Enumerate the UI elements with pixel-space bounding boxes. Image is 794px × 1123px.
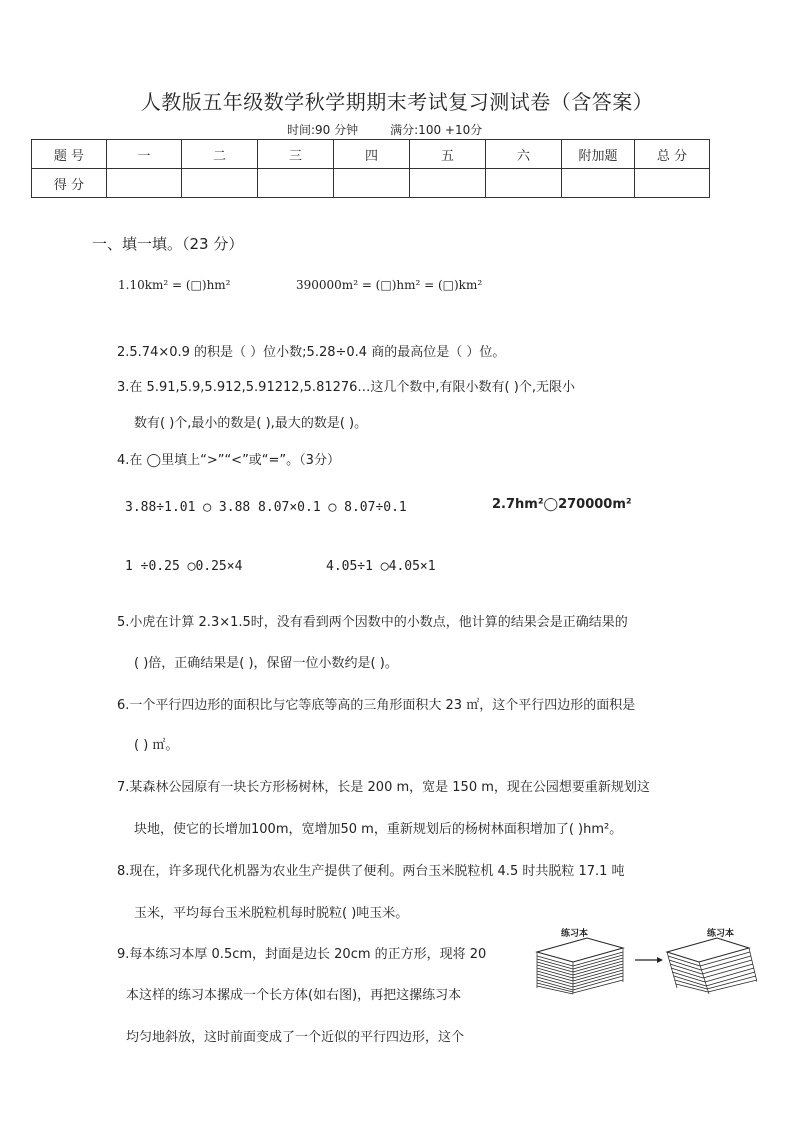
score-table-score-row (32, 169, 710, 198)
score-cell[interactable] (635, 169, 710, 198)
section-1-heading: 一、填一填。（23 分） (92, 235, 244, 253)
exam-full-score: 满分:100 +10分 (390, 123, 483, 137)
exam-meta (287, 121, 514, 138)
question-2: 2.5.74×0.9 的积是（ ）位小数;5.28÷0.4 商的最高位是（ ）位。 (117, 345, 506, 360)
score-cell[interactable] (562, 169, 635, 198)
notebook-stack-illustration (535, 932, 757, 998)
header-cell: 题 号 (32, 140, 107, 169)
question-5-line-2: ( )倍，正确结果是( )，保留一位小数约是( )。 (134, 656, 398, 671)
question-6-line-2: ( ) ㎡。 (134, 738, 179, 753)
question-7-line-2: 块地，使它的长增加100m，宽增加50 m，重新规划后的杨树林面积增加了( )hm²。 (134, 822, 623, 837)
question-9-line-2: 本这样的练习本摞成一个长方体(如右图)，再把这摞练习本 (126, 988, 462, 1003)
question-4-compare-d: 4.05÷1 ◯4.05×1 (326, 559, 436, 574)
question-8-line-2: 玉米，平均每台玉米脱粒机每时脱粒( )吨玉米。 (134, 906, 409, 921)
figure-label-right: 练习本 (707, 929, 735, 939)
question-8-line-1: 8.现在，许多现代化机器为农业生产提供了便利。两台玉米脱粒机 4.5 时共脱粒 17.1 吨 (117, 864, 625, 879)
header-cell: 二 (182, 140, 258, 169)
header-cell: 一 (107, 140, 182, 169)
question-4-compare-b: 2.7hm²◯270000m² (492, 497, 632, 512)
question-6-line-1: 6.一个平行四边形的面积比与它等底等高的三角形面积大 23 ㎡，这个平行四边形的面积是 (117, 698, 636, 713)
score-cell[interactable] (182, 169, 258, 198)
question-4-compare-a: 3.88÷1.01 ◯ 3.88 8.07×0.1 ◯ 8.07÷0.1 (125, 500, 407, 515)
question-7-line-1: 7.某森林公园原有一块长方形杨树林，长是 200 m，宽是 150 m，现在公园想要重新规划这 (117, 780, 650, 795)
exam-time: 时间:90 分钟 (287, 123, 359, 137)
figure-label-left: 练习本 (561, 929, 589, 939)
header-cell: 六 (486, 140, 562, 169)
score-cell[interactable] (410, 169, 486, 198)
header-cell: 三 (258, 140, 334, 169)
score-cell[interactable] (258, 169, 334, 198)
question-4-line-1: 4.在 ◯里填上“>”“<”或“=”。（3分） (117, 453, 340, 468)
question-3-line-1: 3.在 5.91,5.9,5.912,5.91212,5.81276…这几个数中,有限小数有( )个,无限小 (117, 380, 575, 395)
q1-part-b: 390000m² = (□)hm² = (□)km² (296, 278, 483, 292)
question-4-compare-c: 1 ÷0.25 ◯0.25×4 (125, 559, 243, 574)
header-cell: 四 (334, 140, 410, 169)
score-cell[interactable] (107, 169, 182, 198)
header-cell: 五 (410, 140, 486, 169)
question-9-line-3: 均匀地斜放，这时前面变成了一个近似的平行四边形，这个 (126, 1030, 465, 1045)
header-cell: 总 分 (635, 140, 710, 169)
score-table-header-row (32, 140, 710, 169)
header-cell: 附加题 (562, 140, 635, 169)
question-9-line-1: 9.每本练习本厚 0.5cm，封面是边长 20cm 的正方形，现将 20 (117, 947, 487, 962)
notebook-stack-figure (535, 929, 757, 998)
question-5-line-1: 5.小虎在计算 2.3×1.5时，没有看到两个因数中的小数点，他计算的结果会是正确结果的 (117, 615, 628, 630)
score-cell[interactable] (334, 169, 410, 198)
q1-part-a: 1.10km² = (□)hm² (118, 278, 231, 292)
score-cell[interactable] (486, 169, 562, 198)
score-table (31, 139, 710, 198)
question-3-line-2: 数有( )个,最小的数是( ),最大的数是( )。 (134, 416, 368, 431)
page-title: 人教版五年级数学秋学期期末考试复习测试卷（含答案） (140, 90, 654, 114)
score-row-label: 得 分 (32, 169, 107, 198)
